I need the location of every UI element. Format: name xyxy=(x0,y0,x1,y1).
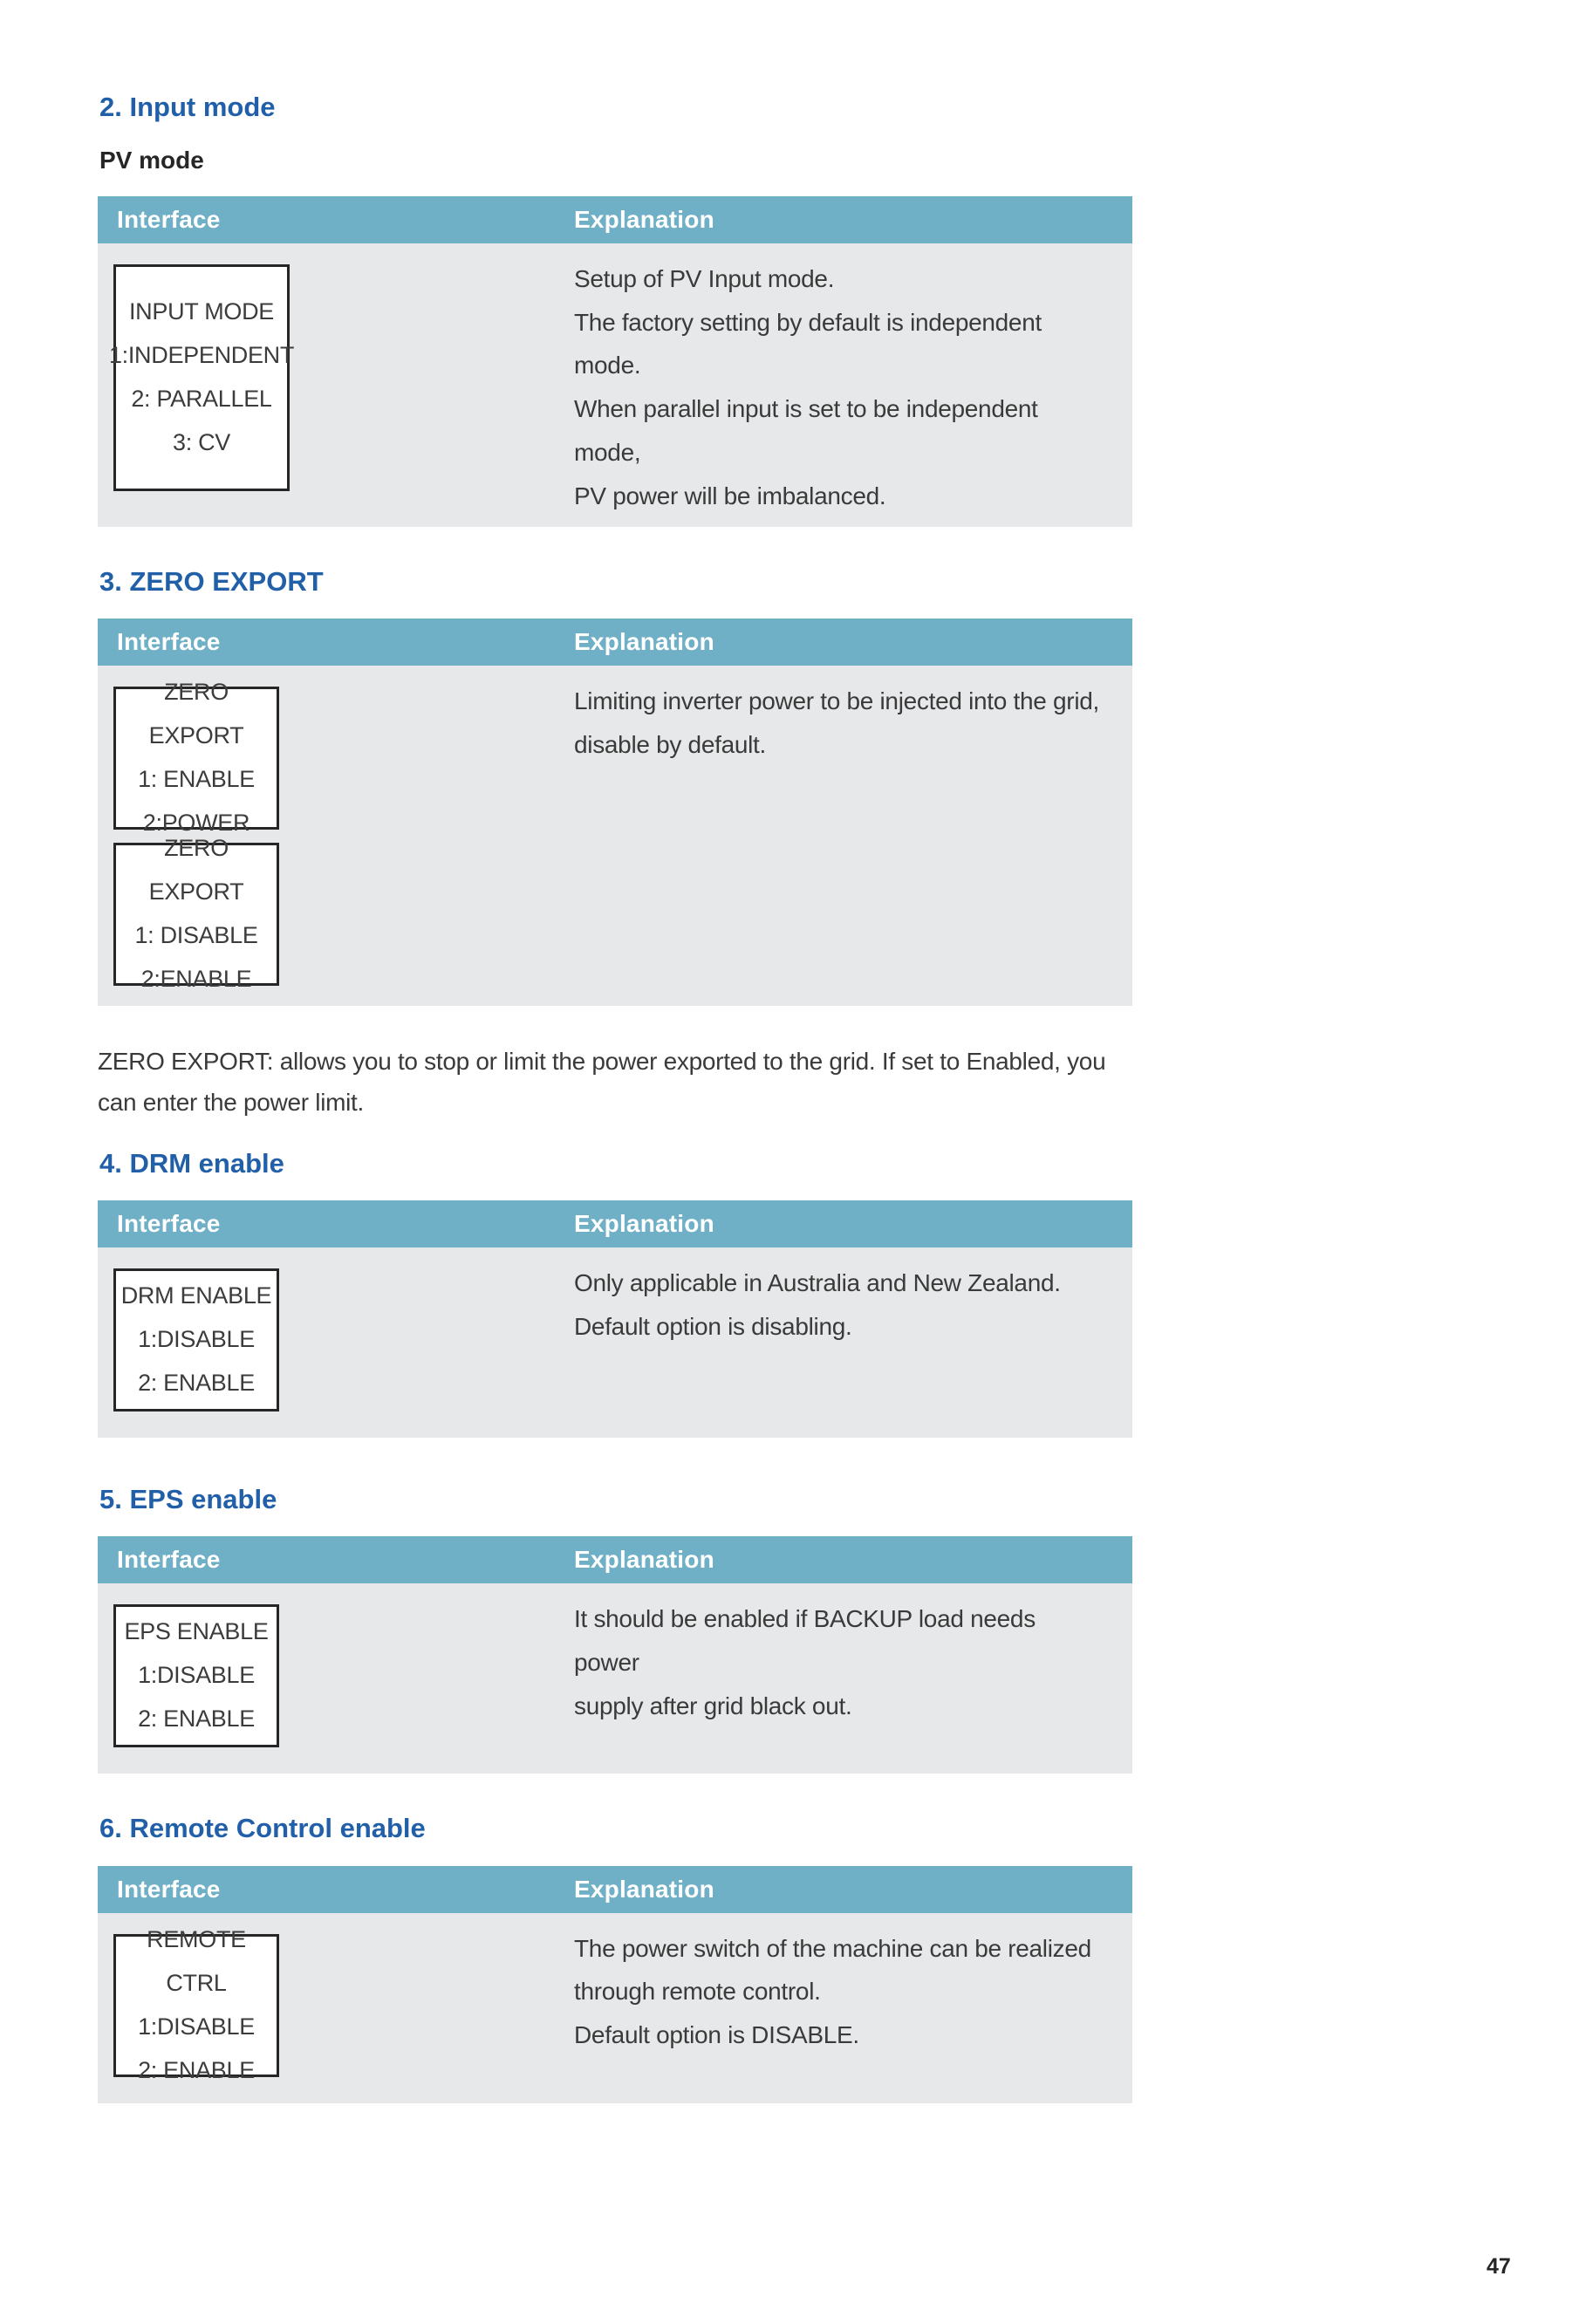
section-title: 6. Remote Control enable xyxy=(99,1813,426,1844)
explanation-cell xyxy=(574,666,1132,1006)
section-input-mode xyxy=(98,91,1132,527)
table-header-row xyxy=(98,196,1132,243)
explanation-line: Default option is disabling. xyxy=(574,1313,852,1341)
lcd-screen-drm-enable xyxy=(113,1268,279,1411)
lcd-line: 3: CV xyxy=(172,428,231,455)
lcd-line: ZERO EXPORT xyxy=(148,835,244,905)
interface-column-header: Interface xyxy=(117,205,221,233)
lcd-line: 1: DISABLE xyxy=(134,921,258,948)
interface-explanation-table xyxy=(98,1536,1132,1774)
lcd-screen-zero-export-disable xyxy=(113,835,279,992)
page-content xyxy=(98,91,1132,2103)
interface-cell xyxy=(98,1913,574,2103)
section-title: 2. Input mode xyxy=(99,92,276,122)
explanation-line: Only applicable in Australia and New Zealand. xyxy=(574,1269,1061,1297)
lcd-line: 1:DISABLE xyxy=(138,2013,255,2040)
explanation-column-header: Explanation xyxy=(574,1875,714,1903)
page-number: 47 xyxy=(1487,2254,1511,2279)
explanation-line: Default option is DISABLE. xyxy=(574,2021,859,2049)
zero-export-note: ZERO EXPORT: allows you to stop or limit the power exported to the grid. If set to Enabled, you can enter the power limit. xyxy=(98,1047,1106,1116)
lcd-screen-remote-ctrl xyxy=(113,1925,279,2083)
interface-explanation-table xyxy=(98,619,1132,1006)
explanation-cell xyxy=(574,1583,1132,1774)
explanation-line: The factory setting by default is independent mode. xyxy=(574,308,1042,379)
lcd-line: 2:ENABLE xyxy=(140,965,252,992)
explanation-line: The power switch of the machine can be realized xyxy=(574,1934,1091,1962)
interface-column-header: Interface xyxy=(117,1210,221,1238)
explanation-line: disable by default. xyxy=(574,730,767,758)
lcd-line: INPUT MODE xyxy=(128,297,274,325)
explanation-column-header: Explanation xyxy=(574,1210,714,1238)
table-body-row xyxy=(98,1913,1132,2103)
lcd-line: 1:INDEPENDENT xyxy=(108,341,295,368)
lcd-line: 1:DISABLE xyxy=(138,1662,255,1689)
interface-cell xyxy=(98,1583,574,1774)
explanation-cell xyxy=(574,1247,1132,1438)
explanation-line: Setup of PV Input mode. xyxy=(574,264,835,292)
explanation-line: Limiting inverter power to be injected into the grid, xyxy=(574,687,1099,714)
interface-cell xyxy=(98,666,574,1006)
section-drm-enable xyxy=(98,1147,1132,1438)
interface-column-header: Interface xyxy=(117,1875,221,1903)
lcd-line: ZERO EXPORT xyxy=(148,679,244,748)
lcd-line: 2:POWER xyxy=(142,809,250,836)
table-header-row xyxy=(98,1200,1132,1247)
explanation-column-header: Explanation xyxy=(574,205,714,233)
manual-page xyxy=(0,91,1579,2324)
lcd-line: EPS ENABLE xyxy=(124,1618,269,1645)
table-body-row xyxy=(98,1247,1132,1438)
explanation-cell xyxy=(574,243,1132,527)
explanation-line: PV power will be imbalanced. xyxy=(574,482,886,509)
explanation-line: It should be enabled if BACKUP load needs power xyxy=(574,1605,1036,1677)
explanation-line: through remote control. xyxy=(574,1978,821,2006)
section-title: 3. ZERO EXPORT xyxy=(99,565,324,597)
table-body-row xyxy=(98,666,1132,1006)
lcd-line: 2: ENABLE xyxy=(138,1705,255,1733)
section-zero-export xyxy=(98,565,1132,1123)
explanation-column-header: Explanation xyxy=(574,1546,714,1574)
table-header-row xyxy=(98,1536,1132,1583)
section-eps-enable xyxy=(98,1483,1132,1774)
interface-explanation-table xyxy=(98,1200,1132,1438)
table-body-row xyxy=(98,243,1132,527)
lcd-line: 2: PARALLEL xyxy=(131,385,272,412)
section-title: 4. DRM enable xyxy=(99,1148,284,1179)
explanation-line: When parallel input is set to be independent mode, xyxy=(574,395,1038,467)
section-title: 5. EPS enable xyxy=(99,1484,277,1515)
explanation-line: supply after grid black out. xyxy=(574,1692,852,1720)
table-body-row xyxy=(98,1583,1132,1774)
lcd-line: 1: ENABLE xyxy=(138,765,255,792)
lcd-line: DRM ENABLE xyxy=(120,1282,272,1309)
table-header-row xyxy=(98,1866,1132,1913)
interface-explanation-table xyxy=(98,196,1132,527)
lcd-line: REMOTE CTRL xyxy=(147,1925,246,1996)
lcd-screen-zero-export-enable xyxy=(113,679,279,836)
lcd-line: 1:DISABLE xyxy=(138,1326,255,1353)
explanation-column-header: Explanation xyxy=(574,627,714,655)
table-header-row xyxy=(98,619,1132,666)
lcd-line: 2: ENABLE xyxy=(138,2056,255,2083)
interface-column-header: Interface xyxy=(117,627,221,655)
section-remote-control-enable xyxy=(98,1812,1132,2102)
lcd-screen-input-mode xyxy=(108,264,295,491)
interface-cell xyxy=(98,1247,574,1438)
interface-column-header: Interface xyxy=(117,1546,221,1574)
lcd-line: 2: ENABLE xyxy=(138,1370,255,1397)
pv-mode-subtitle: PV mode xyxy=(99,147,204,174)
explanation-cell xyxy=(574,1913,1132,2103)
interface-cell xyxy=(98,243,574,527)
lcd-screen-eps-enable xyxy=(113,1604,279,1747)
interface-explanation-table xyxy=(98,1866,1132,2103)
